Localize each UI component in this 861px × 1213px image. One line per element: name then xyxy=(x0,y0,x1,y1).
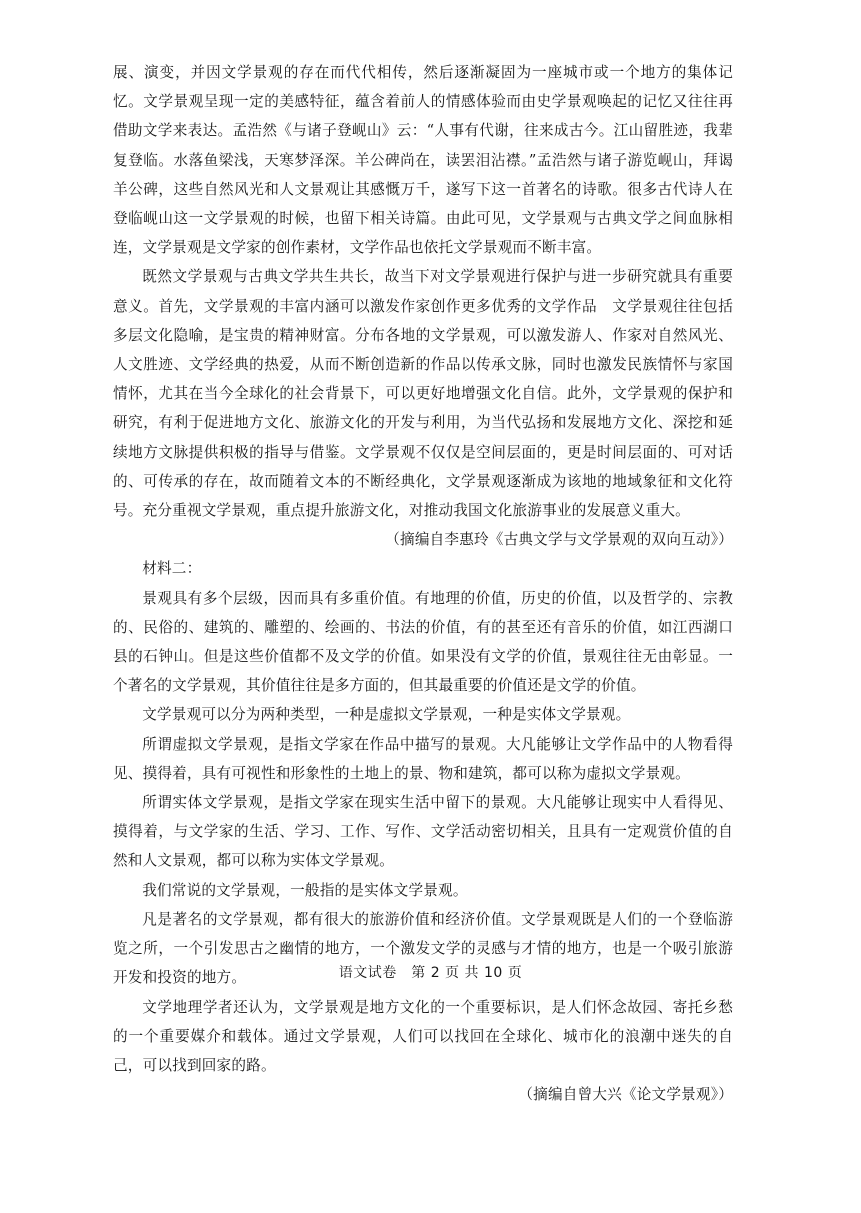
material2-paragraph-6: 凡是著名的文学景观，都有很大的旅游价值和经济价值。文学景观既是人们的一个登临游览之所，一个引发思古之幽情的地方，一个激发文学的灵感与才情的地方，也是一个吸引旅游开发和投资的地方。 xyxy=(113,910,733,987)
material2-paragraph-3: 所谓虚拟文学景观，是指文学家在作品中描写的景观。大凡能够让文学作品中的人物看得见、摸得着，具有可视性和形象性的土地上的景、物和建筑，都可以称为虚拟文学景观。 xyxy=(113,735,733,782)
material1-continued-paragraph: 展、演变，并因文学景观的存在而代代相传，然后逐渐凝固为一座城市或一个地方的集体记忆。文学景观呈现一定的美感特征，蕴含着前人的情感体验而由史学景观唤起的记忆又往往再借助文学来表达。孟浩然《与诸子登岘山》云：“人事有代谢，往来成古今。江山留胜迹，我辈复登临。水落鱼梁浅，天寒梦泽深。羊公碑尚在，读罢泪沾襟。”孟浩然与诸子游览岘山，拜谒羊公碑，这些自然风光和人文景观让其感慨万千，遂写下这一首著名的诗歌。很多古代诗人在登临岘山这一文学景观的时候，也留下相关诗篇。由此可见，文学景观与古典文学之间血脉相连，文学景观是文学家的创作素材，文学作品也依托文学景观而不断丰富。 xyxy=(113,64,733,257)
article-body xyxy=(113,58,733,1109)
material1-source: （摘编自李惠玲《古典文学与文学景观的双向互动》） xyxy=(385,531,733,549)
material2-paragraph-2: 文学景观可以分为两种类型，一种是虚拟文学景观，一种是实体文学景观。 xyxy=(142,706,631,724)
material2-paragraph-4: 所谓实体文学景观，是指文学家在现实生活中留下的景观。大凡能够让现实中人看得见、摸得着，与文学家的生活、学习、工作、写作、文学活动密切相关，且具有一定观赏价值的自然和人文景观，都可以称为实体文学景观。 xyxy=(113,794,733,870)
material2-source: （摘编自曾大兴《论文学景观》） xyxy=(518,1086,733,1104)
material1-paragraph-2: 既然文学景观与古典文学共生共长，故当下对文学景观进行保护与进一步研究就具有重要意义。首先，文学景观的丰富内涵可以激发作家创作更多优秀的文学作品 文学景观往往包括多层文化隐喻，是宝贵的精神财富。分布各地的文学景观，可以激发游人、作家对自然风光、人文胜迹、文学经典的热爱，从而不断创造新的作品以传承文脉，同时也激发民族情怀与家国情怀，尤其在当今全球化的社会背景下，可以更好地增强文化自信。此外，文学景观的保护和研究，有利于促进地方文化、旅游文化的开发与利用，为当代弘扬和发展地方文化、深挖和延续地方文脉提供积极的指导与借鉴。文学景观不仅仅是空间层面的，更是时间层面的、可对话的、可传承的存在，故而随着文本的不断经典化，文学景观逐渐成为该地的地域象征和文化符号。充分重视文学景观，重点提升旅游文化，对推动我国文化旅游事业的发展意义重大。 xyxy=(113,268,733,520)
material2-paragraph-5: 我们常说的文学景观，一般指的是实体文学景观。 xyxy=(142,881,468,899)
material2-paragraph-1: 景观具有多个层级，因而具有多重价值。有地理的价值，历史的价值，以及哲学的、宗教的、民俗的、建筑的、雕塑的、绘画的、书法的价值，有的甚至还有音乐的价值，如江西湖口县的石钟山。但是这些价值都不及文学的价值。如果没有文学的价值，景观往往无由彰显。一个著名的文学景观，其价值往往是多方面的，但其最重要的价值还是文学的价值。 xyxy=(113,589,733,695)
page-footer: 语文试卷 第 2 页 共 10 页 xyxy=(338,965,523,981)
material2-heading: 材料二： xyxy=(142,560,202,578)
material2-paragraph-7: 文学地理学者还认为，文学景观是地方文化的一个重要标识，是人们怀念故园、寄托乡愁的一个重要媒介和载体。通过文学景观，人们可以找回在全球化、城市化的浪潮中迷失的自己，可以找到回家的路。 xyxy=(113,998,733,1074)
